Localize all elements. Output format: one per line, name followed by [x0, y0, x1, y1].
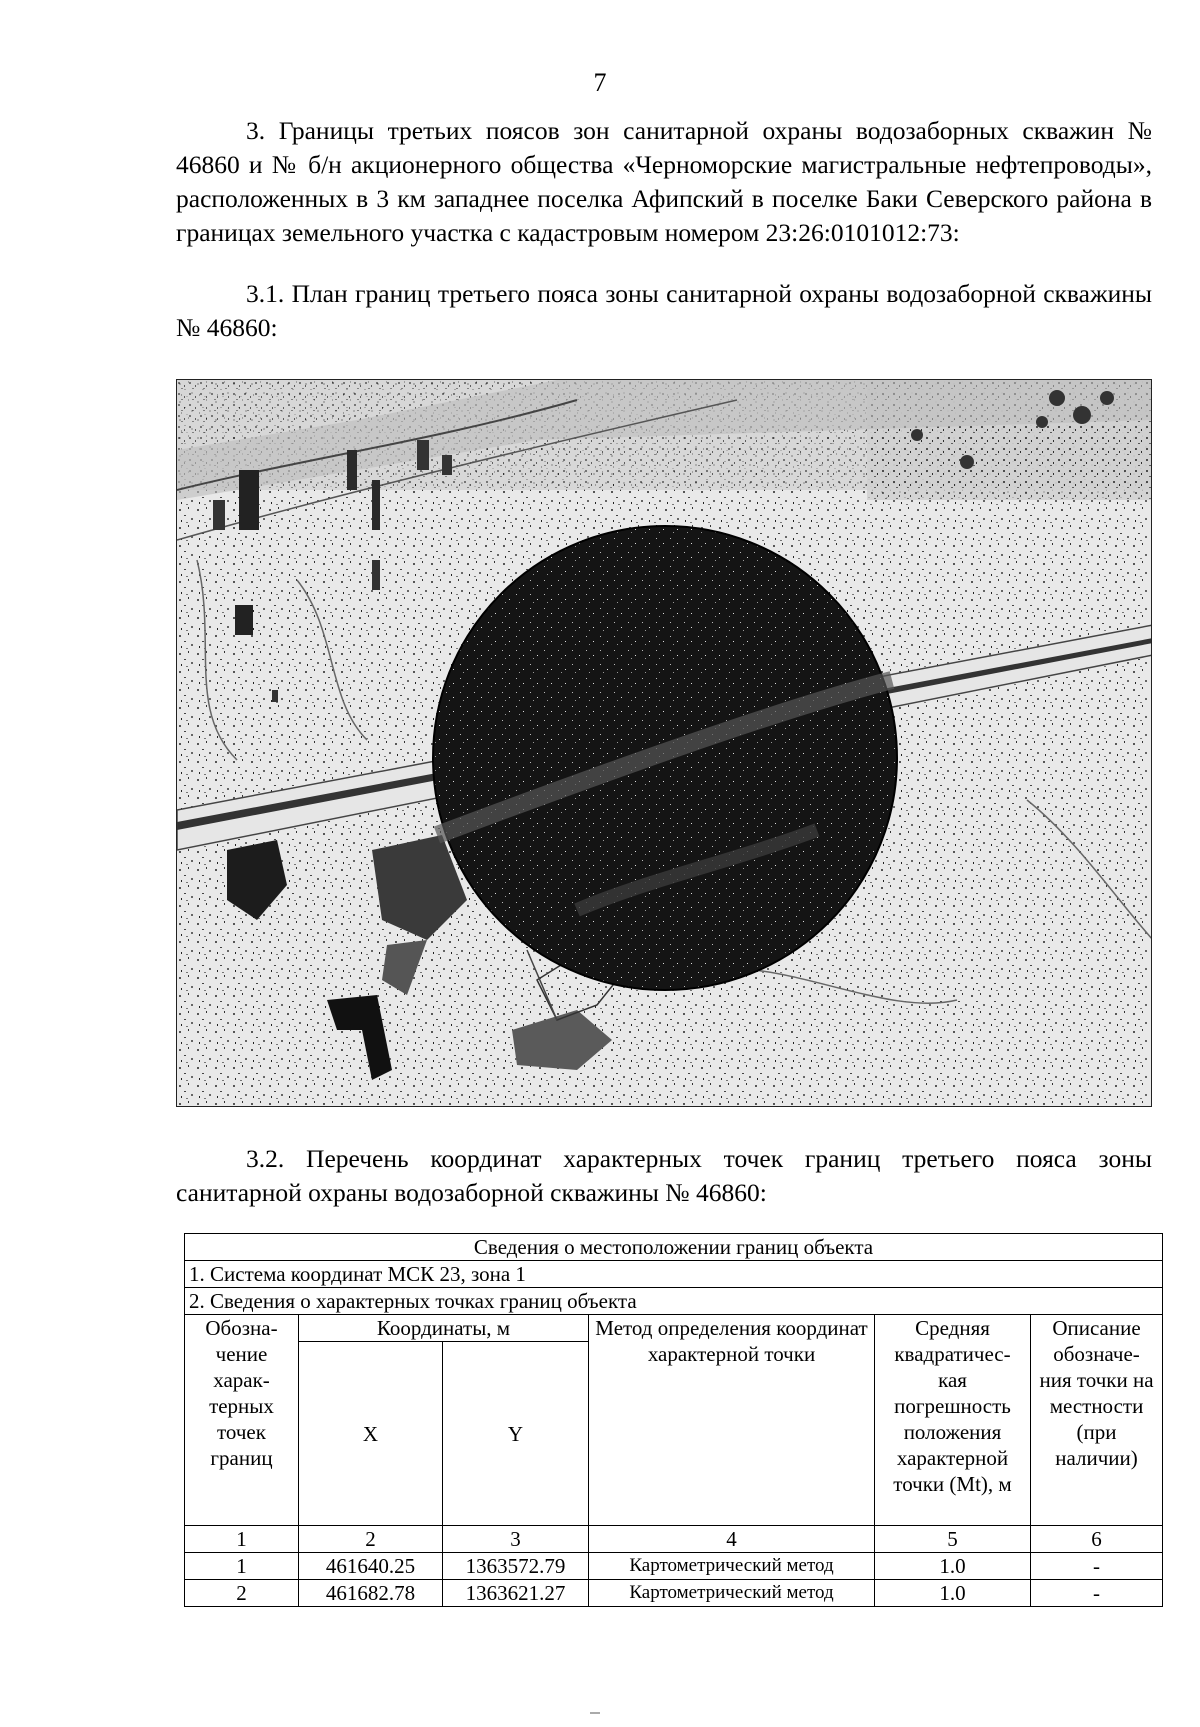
section-3-text: 3. Границы третьих поясов зон санитарной охраны водозаборных скважин № 46860 и № б/н акционерного общества «Черноморские магистральные нефтепроводы», расположенных в 3 км западнее поселка Афипский в поселке Баки Северского района в границах земельного участка с кадастровым номером 23:26:0101012:73:: [176, 116, 1152, 247]
section-3-1-text: 3.1. План границ третьего пояса зоны санитарной охраны водозаборной скважины № 46860:: [176, 279, 1152, 342]
y-coordinate: 1363621.27: [443, 1580, 589, 1607]
error-cell: 1.0: [875, 1553, 1031, 1580]
column-number: 4: [589, 1526, 875, 1553]
method-cell: Картометрический метод: [589, 1580, 875, 1607]
header-y: Y: [443, 1342, 589, 1526]
boundary-coordinates-table: [184, 1233, 1163, 1607]
column-number: 5: [875, 1526, 1031, 1553]
header-designation: Обозна- чение харак- терных точек границ: [185, 1315, 299, 1526]
coordinate-system: 1. Система координат МСК 23, зона 1: [185, 1261, 1163, 1288]
header-error: Средняя квадратичес- кая погрешность положения характерной точки (Mt), м: [875, 1315, 1031, 1526]
points-heading: 2. Сведения о характерных точках границ объекта: [185, 1288, 1163, 1315]
column-number: 1: [185, 1526, 299, 1553]
error-cell: 1.0: [875, 1580, 1031, 1607]
map-image: [177, 380, 1152, 1107]
y-coordinate: 1363572.79: [443, 1553, 589, 1580]
column-number: 6: [1031, 1526, 1163, 1553]
header-method: Метод определения координат характерной точки: [589, 1315, 875, 1526]
column-number: 3: [443, 1526, 589, 1553]
x-coordinate: 461640.25: [299, 1553, 443, 1580]
x-coordinate: 461682.78: [299, 1580, 443, 1607]
section-3-paragraph: [176, 114, 1152, 250]
scan-mark: [590, 1712, 600, 1714]
point-number: 2: [185, 1580, 299, 1607]
column-number: 2: [299, 1526, 443, 1553]
zone-boundary-map: [176, 379, 1152, 1107]
table-row: [185, 1553, 1163, 1580]
section-3-2-text: 3.2. Перечень координат характерных точек границ третьего пояса зоны санитарной охраны водозаборной скважины № 46860:: [176, 1144, 1152, 1207]
method-cell: Картометрический метод: [589, 1553, 875, 1580]
header-description: Описание обозначе- ния точки на местности (при наличии): [1031, 1315, 1163, 1526]
section-3-2-paragraph: [176, 1142, 1152, 1210]
column-number-row: [185, 1526, 1163, 1553]
page-number: 7: [593, 68, 607, 97]
description-cell: -: [1031, 1580, 1163, 1607]
description-cell: -: [1031, 1553, 1163, 1580]
table-title: Сведения о местоположении границ объекта: [185, 1234, 1163, 1261]
header-coordinates: Координаты, м: [299, 1315, 589, 1342]
header-x: X: [299, 1342, 443, 1526]
table-row: [185, 1580, 1163, 1607]
section-3-1-paragraph: [176, 277, 1152, 345]
point-number: 1: [185, 1553, 299, 1580]
